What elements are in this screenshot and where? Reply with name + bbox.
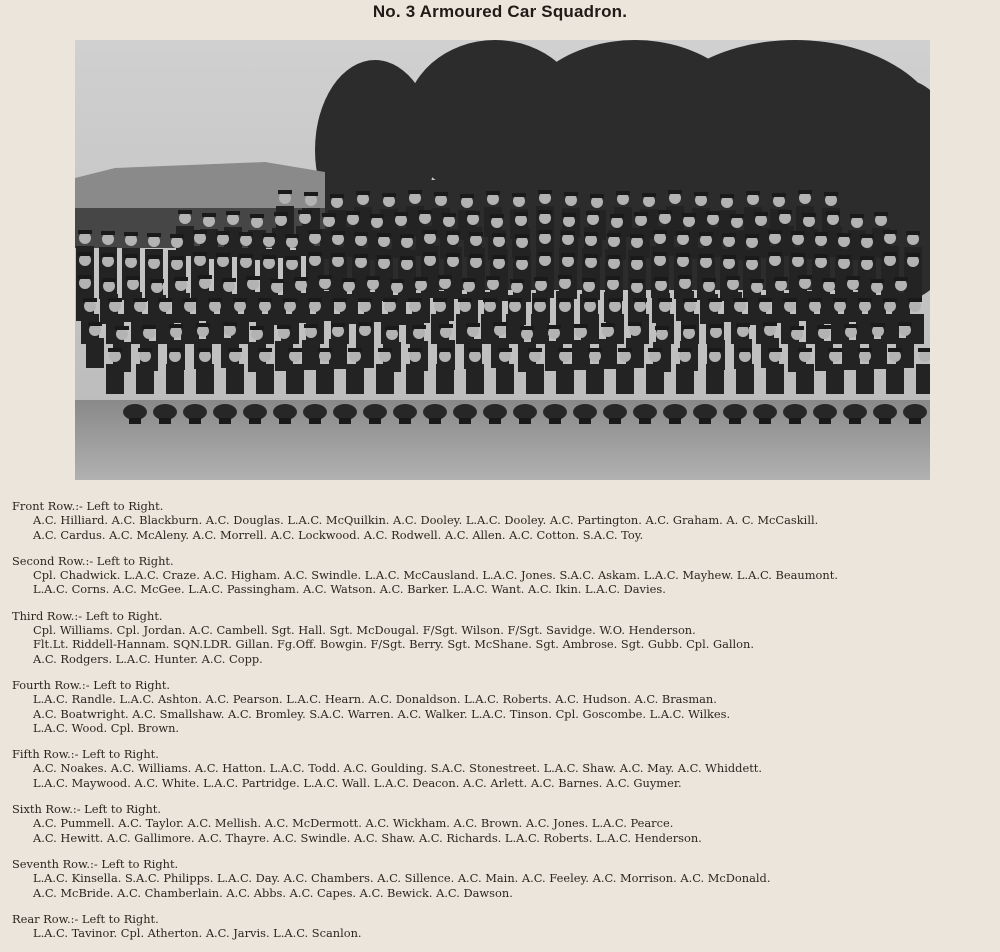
row-names-line: L.A.C. Wood. Cpl. Brown. (33, 720, 180, 735)
row-names-line: A.C. McBride. A.C. Chamberlain. A.C. Abbs. A.C. Capes. A.C. Bewick. A.C. Dawson. (33, 885, 513, 900)
row-names-line: A.C. Pummell. A.C. Taylor. A.C. Mellish. A.C. McDermott. A.C. Wickham. A.C. Brown. A.C. Jones. L.A.C. Pearce. (33, 816, 674, 831)
row-names-line: Cpl. Williams. Cpl. Jordan. A.C. Cambell. Sgt. Hall. Sgt. McDougal. F/Sgt. Wilson. F/Sgt. Savidge. W.O. Henderson. (33, 623, 696, 638)
page-title: No. 3 Armoured Car Squadron. (372, 2, 628, 21)
row-block (12, 912, 997, 941)
row-heading: Second Row.:- Left to Right. (12, 553, 174, 568)
squadron-group-photo (75, 40, 930, 480)
caption-names (12, 499, 997, 952)
photo-illustration (75, 40, 930, 480)
row-heading: Front Row.:- Left to Right. (12, 499, 164, 513)
row-names-line: Flt.Lt. Riddell-Hannam. SQN.LDR. Gillan. Fg.Off. Bowgin. F/Sgt. Berry. Sgt. McShane. Sgt. Ambrose. Sgt. Gubb. Cpl. Gallon. (33, 637, 754, 652)
row-names-line: A.C. Boatwright. A.C. Smallshaw. A.C. Bromley. S.A.C. Warren. A.C. Walker. L.A.C. Tinson. Cpl. Goscombe. L.A.C. Wilkes. (33, 706, 731, 721)
row-heading: Third Row.:- Left to Right. (12, 608, 163, 623)
row-names-line: L.A.C. Maywood. A.C. White. L.A.C. Partridge. L.A.C. Wall. L.A.C. Deacon. A.C. Arlett. A.C. Barnes. A.C. Guymer. (33, 775, 682, 790)
row-heading: Fifth Row.:- Left to Right. (12, 747, 159, 762)
row-block (12, 554, 997, 597)
row-block (12, 857, 997, 900)
row-block (12, 678, 997, 735)
row-names-line: A.C. Cardus. A.C. McAleny. A.C. Morrell. A.C. Lockwood. A.C. Rodwell. A.C. Allen. A.C. Cotton. S.A.C. Toy. (33, 527, 644, 542)
row-names-line: A.C. Hewitt. A.C. Gallimore. A.C. Thayre. A.C. Swindle. A.C. Shaw. A.C. Richards. L.A.C. Roberts. L.A.C. Henderson. (33, 830, 702, 845)
row-names-line: A.C. Noakes. A.C. Williams. A.C. Hatton. L.A.C. Todd. A.C. Goulding. S.A.C. Stonestreet. L.A.C. Shaw. A.C. May. A.C. Whiddett. (33, 761, 762, 776)
row-names-line: L.A.C. Corns. A.C. McGee. L.A.C. Passingham. A.C. Watson. A.C. Barker. L.A.C. Want. A.C. Ikin. L.A.C. Davies. (33, 582, 666, 597)
row-block (12, 499, 997, 542)
row-heading: Fourth Row.:- Left to Right. (12, 677, 171, 692)
row-names-line: L.A.C. Kinsella. S.A.C. Philipps. L.A.C. Day. A.C. Chambers. A.C. Sillence. A.C. Main. A.C. Feeley. A.C. Morrison. A.C. McDonald. (33, 871, 771, 886)
row-block (12, 609, 997, 666)
row-names-line: A.C. Hilliard. A.C. Blackburn. A.C. Douglas. L.A.C. McQuilkin. A.C. Dooley. L.A.C. Dooley. A.C. Partington. A.C. Graham. A. C. McCaskill. (33, 513, 819, 528)
row-names-line: L.A.C. Randle. L.A.C. Ashton. A.C. Pearson. L.A.C. Hearn. A.C. Donaldson. L.A.C. Roberts. A.C. Hudson. A.C. Brasman. (33, 692, 717, 707)
row-block (12, 802, 997, 845)
row-names-line: A.C. Rodgers. L.A.C. Hunter. A.C. Copp. (33, 651, 263, 666)
row-heading: Rear Row.:- Left to Right. (12, 911, 159, 926)
row-heading: Seventh Row.:- Left to Right. (12, 856, 179, 871)
row-heading: Sixth Row.:- Left to Right. (12, 802, 161, 817)
row-names-line: Cpl. Chadwick. L.A.C. Craze. A.C. Higham. A.C. Swindle. L.A.C. McCausland. L.A.C. Jones. S.A.C. Askam. L.A.C. Mayhew. L.A.C. Beaumont. (33, 568, 838, 583)
row-block (12, 747, 997, 790)
row-names-line: L.A.C. Tavinor. Cpl. Atherton. A.C. Jarvis. L.A.C. Scanlon. (33, 926, 362, 941)
